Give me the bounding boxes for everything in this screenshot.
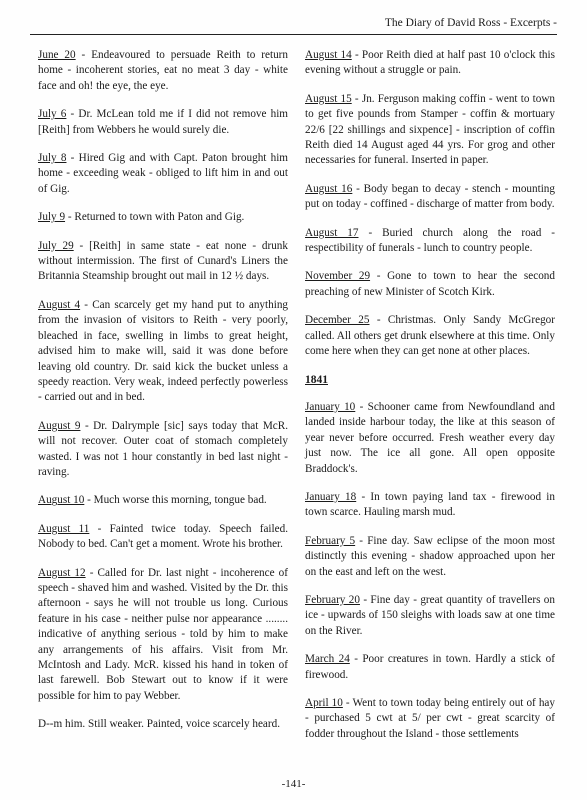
diary-entry (305, 400, 555, 477)
entry-date: January 18 (305, 490, 357, 503)
diary-entry (38, 493, 288, 508)
entry-text: - Dr. McLean told me if I did not remove him [Reith] from Webbers he would surely die. (38, 108, 289, 136)
entry-date: February 5 (305, 534, 356, 547)
entry-text: - Dr. Dalrymple [sic] says today that McR. will not recover. Outer coat of stomach completely wasted. I was not 1 hour constantly in bed last night - raving. (38, 419, 289, 478)
entry-date: August 14 (305, 49, 352, 61)
entry-date: November 29 (305, 270, 371, 283)
entry-date: August 9 (38, 419, 81, 432)
entry-date: August 10 (38, 494, 85, 507)
diary-entry (305, 490, 555, 521)
diary-entry (38, 210, 288, 225)
entry-text: D--m him. Still weaker. Painted, voice scarcely heard. (38, 718, 281, 731)
diary-entry (38, 239, 288, 285)
entry-text: - Endeavoured to persuade Reith to return home - incoherent stories, eat no meat 3 day - white face and oh! the eye, the eye. (38, 49, 288, 92)
entry-date: August 15 (305, 92, 352, 105)
diary-entry (38, 298, 288, 406)
entry-text: - Fine day. Saw eclipse of the moon most distinctly this evening - shadow approached upon her on the east and left on the west. (305, 534, 555, 578)
diary-entry (305, 92, 555, 169)
left-column (38, 48, 288, 746)
entry-text: - Can scarcely get my hand put to anything from the invasion of visitors to Reith - very poorly, bleached in face, swelling in limbs to great height, advised him to make will, said it was done before leaving old country. Dr. said kick the bucket unless a speedy reaction. Very weak, indeed perfectly powerless - carried out and in bed. (38, 298, 289, 404)
diary-entry (38, 151, 288, 197)
entry-date: August 4 (38, 298, 81, 311)
entry-date: July 8 (38, 152, 67, 165)
entry-date: March 24 (305, 653, 350, 666)
entry-date: December 25 (305, 314, 370, 327)
page-number: -141- (281, 778, 306, 790)
entry-text: - Jn. Ferguson making coffin - went to town to get five pounds from Stamper - coffin & mortuary 22/6 [22 shillings and sixpence] - inscription of coffin Reith died 14 August aged 44 yrs. For grog and other necessaries for funeral. Inserted in paper. (305, 92, 556, 167)
diary-entry (305, 652, 555, 683)
entry-text: - Poor creatures in town. Hardly a stick of firewood. (305, 653, 555, 681)
entry-text: - Body began to decay - stench - mounting put on today - coffined - discharge of matter from body. (305, 182, 555, 211)
entry-date: January 10 (305, 400, 356, 413)
running-header-title: The Diary of David Ross - Excerpts - (384, 17, 557, 29)
diary-entry (305, 534, 555, 580)
entry-text: - Gone to town to hear the second preaching of new Minister of Scotch Kirk. (305, 270, 555, 298)
diary-entry (305, 593, 555, 639)
entry-text: - Fainted twice today. Speech failed. Nobody to bed. Can't get a moment. Wrote his brother. (38, 522, 288, 551)
entry-text: - Schooner came from Newfoundland and landed inside harbour today, the like at this season of year never before occurred. Fresh weather every day just now. The ice all gone. All open opposite Braddock's. (305, 400, 555, 475)
entry-text: - In town paying land tax - firewood in town scarce. Hauling marsh mud. (305, 490, 555, 519)
entry-text: - Christmas. Only Sandy McGregor called. All others get drunk elsewhere at this time. Only come here when they can get none at other places. (305, 314, 555, 358)
entry-text: - Called for Dr. last night - incoherence of speech - shaved him and washed. Visited by the Dr. this afternoon - says he will not trouble us long. Curious feature in his case - neither pulse nor appearance ........ indicative of anything serious - told by him to make any arrangements of his affairs. Visit from Mr. McIntosh and Lady. McR. kissed his hand in token of last farewell. Bob Stewart out to know if it were possible for him to pay Webber. (38, 566, 288, 702)
entry-date: February 20 (305, 593, 360, 606)
diary-entry (38, 107, 288, 138)
diary-entry (38, 522, 288, 553)
diary-entry (38, 419, 288, 481)
diary-entry (38, 566, 288, 705)
running-header (30, 12, 557, 35)
diary-entry (305, 48, 555, 79)
entry-date: August 12 (38, 566, 86, 579)
entry-text: - [Reith] in same state - eat none - drunk without intermission. The first of Cunard's Liners the Britannia Steamship brought out mail in 12 ½ days. (38, 239, 288, 283)
entry-text: - Poor Reith died at half past 10 o'clock this evening without a struggle or pain. (305, 49, 555, 77)
diary-entry (305, 313, 555, 359)
diary-entry (38, 717, 288, 732)
entry-text: - Much worse this morning, tongue bad. (84, 494, 267, 507)
entry-date: April 10 (305, 697, 343, 709)
entry-text: - Buried church along the road - respectibility of funerals - lunch to country people. (305, 226, 555, 255)
entry-date: June 20 (38, 49, 76, 61)
entry-text: - Returned to town with Paton and Gig. (65, 211, 245, 224)
right-column (305, 48, 555, 755)
entry-text: - Fine day - great quantity of travellers on ice - upwards of 150 sleighs with loads saw at one time on the River. (305, 593, 555, 637)
diary-entry (305, 226, 555, 257)
entry-date: July 6 (38, 108, 67, 121)
entry-date: July 9 (38, 211, 66, 224)
entry-text: - Hired Gig and with Capt. Paton brought him home - exceeding weak - obliged to lift him in and out of Gig. (38, 152, 289, 195)
entry-date: August 17 (305, 226, 359, 239)
diary-entry (305, 696, 555, 742)
entry-text: - Went to town today being entirely out of hay - purchased 5 cwt at 5/ per cwt - great scarcity of fodder throughout the Island - those settlements (305, 697, 555, 740)
entry-date: August 11 (38, 522, 90, 535)
year-heading: 1841 (305, 373, 328, 386)
entry-date: August 16 (305, 182, 353, 195)
entry-date: July 29 (38, 239, 74, 252)
diary-entry (305, 182, 555, 213)
diary-entry (38, 48, 288, 94)
diary-entry (305, 269, 555, 300)
